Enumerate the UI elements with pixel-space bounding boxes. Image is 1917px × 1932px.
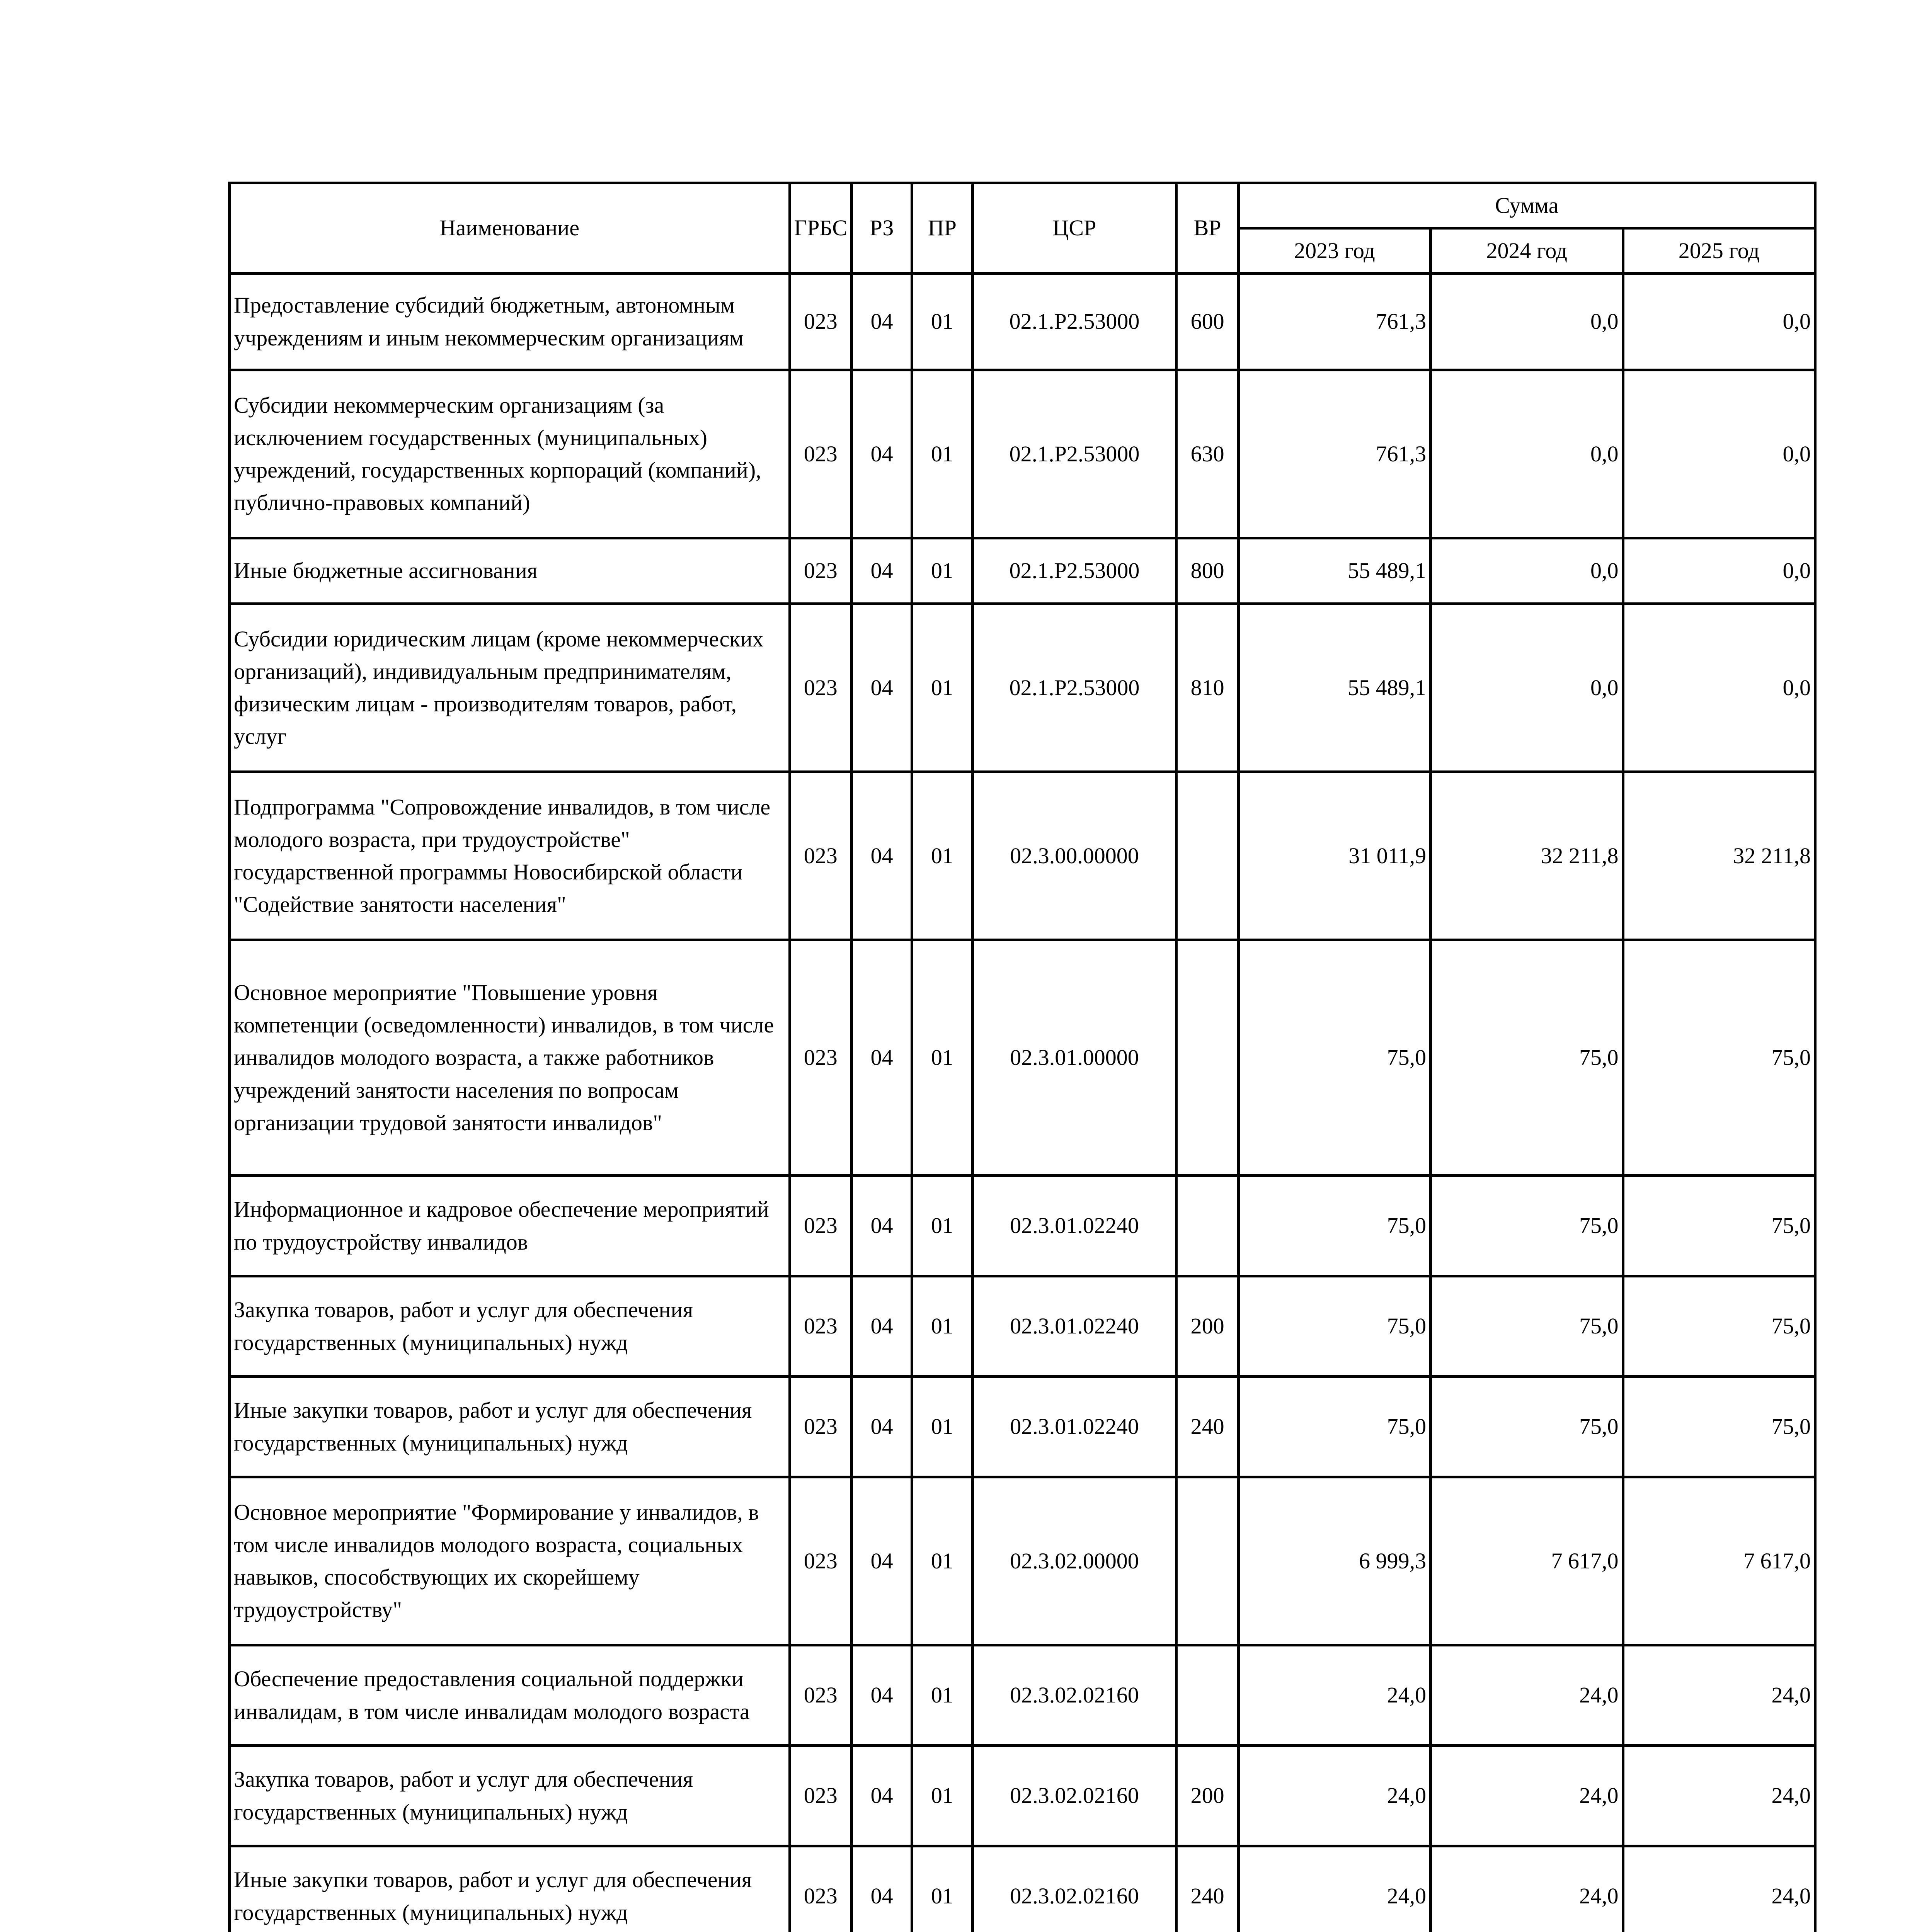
table-row (230, 1746, 1815, 1846)
cell-vr: 200 (1176, 1276, 1238, 1377)
cell-grbs: 023 (790, 1477, 851, 1645)
header-pr: ПР (912, 183, 972, 274)
cell-grbs: 023 (790, 1645, 851, 1746)
cell-pr: 01 (912, 1377, 972, 1477)
cell-pr: 01 (912, 1477, 972, 1645)
cell-amount-2025: 0,0 (1623, 274, 1815, 370)
cell-csr: 02.3.01.02240 (972, 1377, 1176, 1477)
cell-amount-2024: 24,0 (1431, 1645, 1623, 1746)
cell-amount-2024: 24,0 (1431, 1746, 1623, 1846)
cell-grbs: 023 (790, 538, 851, 604)
table-row (230, 940, 1815, 1176)
header-grbs: ГРБС (790, 183, 851, 274)
cell-amount-2023: 24,0 (1238, 1846, 1430, 1932)
cell-name: Субсидии некоммерческим организациям (за исключением государственных (муниципальных) учреждений, государственных корпораций (компаний), публично-правовых компаний) (230, 370, 790, 538)
cell-amount-2023: 75,0 (1238, 940, 1430, 1176)
cell-name: Обеспечение предоставления социальной поддержки инвалидам, в том числе инвалидам молодого возраста (230, 1645, 790, 1746)
cell-grbs: 023 (790, 940, 851, 1176)
cell-pr: 01 (912, 1645, 972, 1746)
cell-name: Подпрограмма "Сопровождение инвалидов, в том числе молодого возраста, при трудоустройстве" государственной программы Новосибирской области "Содействие занятости населения" (230, 772, 790, 940)
header-sum: Сумма (1238, 183, 1815, 228)
cell-amount-2023: 55 489,1 (1238, 604, 1430, 772)
cell-pr: 01 (912, 1276, 972, 1377)
cell-name: Закупка товаров, работ и услуг для обеспечения государственных (муниципальных) нужд (230, 1746, 790, 1846)
cell-rz: 04 (851, 1377, 912, 1477)
cell-vr: 240 (1176, 1846, 1238, 1932)
cell-amount-2025: 0,0 (1623, 370, 1815, 538)
cell-csr: 02.3.01.02240 (972, 1176, 1176, 1276)
cell-pr: 01 (912, 772, 972, 940)
cell-vr: 200 (1176, 1746, 1238, 1846)
header-vr: ВР (1176, 183, 1238, 274)
cell-amount-2025: 75,0 (1623, 1276, 1815, 1377)
table-row (230, 1276, 1815, 1377)
cell-amount-2024: 7 617,0 (1431, 1477, 1623, 1645)
cell-name: Основное мероприятие "Повышение уровня компетенции (осведомленности) инвалидов, в том числе инвалидов молодого возраста, а также работников учреждений занятости населения по вопросам организации трудовой занятости инвалидов" (230, 940, 790, 1176)
cell-name: Предоставление субсидий бюджетным, автономным учреждениям и иным некоммерческим организациям (230, 274, 790, 370)
table-row (230, 370, 1815, 538)
cell-grbs: 023 (790, 1846, 851, 1932)
cell-amount-2023: 761,3 (1238, 370, 1430, 538)
header-year-2025: 2025 год (1623, 228, 1815, 274)
cell-amount-2024: 75,0 (1431, 940, 1623, 1176)
cell-name: Иные закупки товаров, работ и услуг для обеспечения государственных (муниципальных) нужд (230, 1846, 790, 1932)
cell-amount-2025: 75,0 (1623, 940, 1815, 1176)
cell-rz: 04 (851, 604, 912, 772)
cell-vr: 600 (1176, 274, 1238, 370)
cell-csr: 02.3.02.02160 (972, 1746, 1176, 1846)
cell-amount-2024: 32 211,8 (1431, 772, 1623, 940)
cell-rz: 04 (851, 1176, 912, 1276)
budget-table (228, 182, 1817, 1932)
cell-amount-2023: 75,0 (1238, 1377, 1430, 1477)
cell-amount-2024: 75,0 (1431, 1377, 1623, 1477)
cell-amount-2025: 75,0 (1623, 1176, 1815, 1276)
cell-amount-2023: 75,0 (1238, 1276, 1430, 1377)
cell-amount-2023: 55 489,1 (1238, 538, 1430, 604)
header-rz: РЗ (851, 183, 912, 274)
cell-csr: 02.1.P2.53000 (972, 274, 1176, 370)
cell-amount-2025: 32 211,8 (1623, 772, 1815, 940)
cell-grbs: 023 (790, 604, 851, 772)
cell-vr (1176, 1645, 1238, 1746)
cell-vr: 810 (1176, 604, 1238, 772)
cell-amount-2024: 0,0 (1431, 370, 1623, 538)
cell-vr (1176, 1176, 1238, 1276)
cell-rz: 04 (851, 538, 912, 604)
cell-pr: 01 (912, 538, 972, 604)
cell-amount-2025: 0,0 (1623, 538, 1815, 604)
header-year-2023: 2023 год (1238, 228, 1430, 274)
cell-rz: 04 (851, 274, 912, 370)
cell-grbs: 023 (790, 772, 851, 940)
cell-amount-2025: 24,0 (1623, 1846, 1815, 1932)
table-row (230, 538, 1815, 604)
cell-rz: 04 (851, 1477, 912, 1645)
table-row (230, 1846, 1815, 1932)
cell-amount-2023: 24,0 (1238, 1645, 1430, 1746)
cell-grbs: 023 (790, 1176, 851, 1276)
cell-grbs: 023 (790, 1377, 851, 1477)
table-row (230, 1377, 1815, 1477)
header-csr: ЦСР (972, 183, 1176, 274)
header-year-2024: 2024 год (1431, 228, 1623, 274)
cell-name: Информационное и кадровое обеспечение мероприятий по трудоустройству инвалидов (230, 1176, 790, 1276)
cell-csr: 02.3.00.00000 (972, 772, 1176, 940)
cell-rz: 04 (851, 1746, 912, 1846)
cell-grbs: 023 (790, 1746, 851, 1846)
table-row (230, 274, 1815, 370)
cell-csr: 02.1.P2.53000 (972, 604, 1176, 772)
cell-pr: 01 (912, 940, 972, 1176)
cell-grbs: 023 (790, 1276, 851, 1377)
cell-grbs: 023 (790, 370, 851, 538)
cell-amount-2023: 761,3 (1238, 274, 1430, 370)
cell-csr: 02.3.01.00000 (972, 940, 1176, 1176)
table-row (230, 604, 1815, 772)
cell-vr: 630 (1176, 370, 1238, 538)
cell-amount-2024: 0,0 (1431, 604, 1623, 772)
cell-amount-2025: 75,0 (1623, 1377, 1815, 1477)
cell-pr: 01 (912, 1846, 972, 1932)
table-row (230, 1477, 1815, 1645)
cell-amount-2025: 7 617,0 (1623, 1477, 1815, 1645)
table-row (230, 1176, 1815, 1276)
cell-name: Основное мероприятие "Формирование у инвалидов, в том числе инвалидов молодого возраста, социальных навыков, способствующих их скорейшему трудоустройству" (230, 1477, 790, 1645)
cell-amount-2024: 75,0 (1431, 1176, 1623, 1276)
header-name: Наименование (230, 183, 790, 274)
table-header (230, 183, 1815, 274)
cell-amount-2024: 0,0 (1431, 274, 1623, 370)
cell-amount-2023: 24,0 (1238, 1746, 1430, 1846)
cell-rz: 04 (851, 1276, 912, 1377)
cell-rz: 04 (851, 1645, 912, 1746)
cell-vr (1176, 940, 1238, 1176)
cell-name: Субсидии юридическим лицам (кроме некоммерческих организаций), индивидуальным предпринимателям, физическим лицам - производителям товаров, работ, услуг (230, 604, 790, 772)
cell-amount-2023: 75,0 (1238, 1176, 1430, 1276)
cell-name: Иные закупки товаров, работ и услуг для обеспечения государственных (муниципальных) нужд (230, 1377, 790, 1477)
cell-vr (1176, 772, 1238, 940)
cell-pr: 01 (912, 1176, 972, 1276)
cell-csr: 02.1.P2.53000 (972, 370, 1176, 538)
cell-vr: 240 (1176, 1377, 1238, 1477)
table-body (230, 274, 1815, 1932)
cell-vr: 800 (1176, 538, 1238, 604)
cell-amount-2025: 0,0 (1623, 604, 1815, 772)
cell-csr: 02.3.02.00000 (972, 1477, 1176, 1645)
cell-pr: 01 (912, 604, 972, 772)
cell-csr: 02.3.02.02160 (972, 1645, 1176, 1746)
cell-rz: 04 (851, 370, 912, 538)
cell-pr: 01 (912, 370, 972, 538)
table-row (230, 1645, 1815, 1746)
cell-csr: 02.3.01.02240 (972, 1276, 1176, 1377)
cell-rz: 04 (851, 1846, 912, 1932)
cell-amount-2024: 24,0 (1431, 1846, 1623, 1932)
cell-pr: 01 (912, 1746, 972, 1846)
cell-name: Иные бюджетные ассигнования (230, 538, 790, 604)
cell-amount-2025: 24,0 (1623, 1746, 1815, 1846)
cell-amount-2023: 6 999,3 (1238, 1477, 1430, 1645)
cell-vr (1176, 1477, 1238, 1645)
cell-amount-2024: 0,0 (1431, 538, 1623, 604)
cell-amount-2025: 24,0 (1623, 1645, 1815, 1746)
cell-csr: 02.3.02.02160 (972, 1846, 1176, 1932)
cell-pr: 01 (912, 274, 972, 370)
table-row (230, 772, 1815, 940)
cell-rz: 04 (851, 772, 912, 940)
cell-rz: 04 (851, 940, 912, 1176)
cell-amount-2023: 31 011,9 (1238, 772, 1430, 940)
cell-name: Закупка товаров, работ и услуг для обеспечения государственных (муниципальных) нужд (230, 1276, 790, 1377)
cell-amount-2024: 75,0 (1431, 1276, 1623, 1377)
cell-csr: 02.1.P2.53000 (972, 538, 1176, 604)
cell-grbs: 023 (790, 274, 851, 370)
